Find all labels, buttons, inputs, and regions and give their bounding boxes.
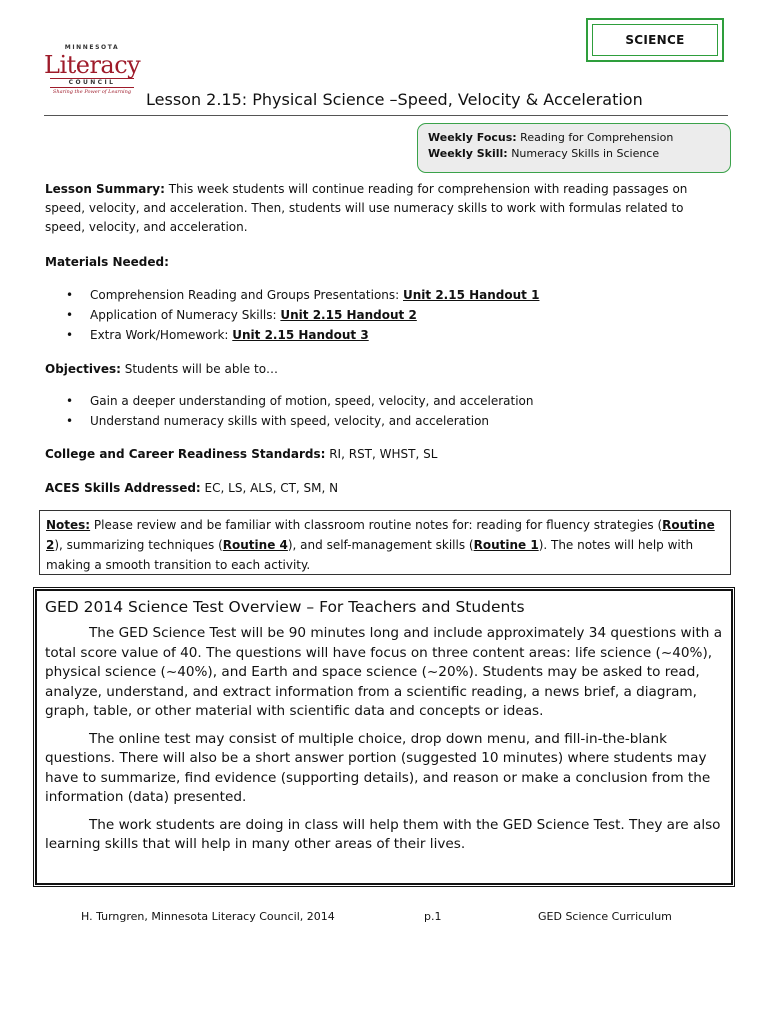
weekly-focus-box <box>417 123 731 173</box>
weekly-skill-row <box>428 146 720 162</box>
objectives-list <box>45 391 725 431</box>
weekly-focus-row <box>428 130 720 146</box>
standards-value: RI, RST, WHST, SL <box>325 447 438 461</box>
list-item: • Understand numeracy skills with speed, velocity, and acceleration <box>45 411 725 431</box>
standards-label: College and Career Readiness Standards: <box>45 447 326 461</box>
material-text: Comprehension Reading and Groups Presentations: <box>90 288 404 302</box>
subject-badge-label: SCIENCE <box>592 24 718 56</box>
lesson-summary-text: This week students will continue reading for comprehension with reading passages on speed, velocity, and acceleration. Then, students will use numeracy skills to work with formulas related to speed, velocity, and acceleration. <box>45 182 688 234</box>
ged-paragraph: The online test may consist of multiple choice, drop down menu, and fill-in-the-blank questions. There will also be a short answer portion (suggested 10 minutes) where students may have to summarize, find evidence (supporting details), and reason or make a conclusion from the information (data) presented. <box>45 730 711 805</box>
material-text: Extra Work/Homework: <box>90 328 233 342</box>
ged-overview-title: GED 2014 Science Test Overview – For Teachers and Students <box>45 598 525 616</box>
weekly-focus-label: Weekly Focus: <box>428 131 517 144</box>
materials-heading-label: Materials Needed: <box>45 255 169 269</box>
list-item: • Gain a deeper understanding of motion, speed, velocity, and acceleration <box>45 391 725 411</box>
logo-main-text: Literacy <box>44 51 141 79</box>
footer-author: H. Turngren, Minnesota Literacy Council, 2014 <box>81 910 335 923</box>
subject-badge <box>586 18 724 62</box>
notes-text: Please review and be familiar with classroom routine notes for: reading for fluency strategies ( <box>90 518 663 532</box>
title-divider <box>44 115 728 116</box>
aces-label: ACES Skills Addressed: <box>45 481 201 495</box>
lesson-title: Lesson 2.15: Physical Science –Speed, Velocity & Acceleration <box>146 90 643 109</box>
weekly-skill-label: Weekly Skill: <box>428 147 508 160</box>
readiness-standards <box>45 445 725 464</box>
list-item <box>45 325 725 345</box>
materials-list <box>45 285 725 345</box>
routine-4-link[interactable]: Routine 4 <box>222 538 288 552</box>
routine-2-link[interactable]: Routine 2 <box>46 518 715 552</box>
logo-top-text: MINNESOTA <box>64 44 120 51</box>
weekly-focus-value: Reading for Comprehension <box>520 131 674 144</box>
notes-text: ), summarizing techniques ( <box>54 538 223 552</box>
ged-paragraph: The work students are doing in class will help them with the GED Science Test. They are also learning skills that will help in many other areas of their lives. <box>45 816 721 852</box>
handout-1-link[interactable]: Unit 2.15 Handout 1 <box>403 288 540 302</box>
footer-curriculum: GED Science Curriculum <box>538 910 672 923</box>
ged-paragraph: The GED Science Test will be 90 minutes long and include approximately 34 questions with a total score value of 40. The questions will have focus on three content areas: life science (~40%), physical science (~40%), and Earth and space science (~20%). Students may be asked to read, analyze, understand, and extract information from a scientific reading, a news brief, a diagram, graph, table, or other material with scientific data and concepts or ideas. <box>45 625 723 719</box>
notes-text: ), and self-management skills ( <box>287 538 474 552</box>
routine-1-link[interactable]: Routine 1 <box>473 538 539 552</box>
footer-page-number: p.1 <box>424 910 442 923</box>
notes-box <box>39 510 731 575</box>
objectives <box>45 360 725 379</box>
minnesota-literacy-council-logo <box>44 44 140 110</box>
material-text: Application of Numeracy Skills: <box>90 308 281 322</box>
list-item <box>45 285 725 305</box>
objectives-label: Objectives: <box>45 362 121 376</box>
ged-overview-box <box>35 589 733 885</box>
aces-skills <box>45 479 725 498</box>
objectives-text: Students will be able to… <box>120 362 279 376</box>
handout-2-link[interactable]: Unit 2.15 Handout 2 <box>280 308 417 322</box>
weekly-skill-value: Numeracy Skills in Science <box>511 147 660 160</box>
notes-text: ). The notes will help with making a smooth transition to each activity. <box>46 538 694 572</box>
logo-tagline: Sharing the Power of Learning <box>52 89 132 95</box>
aces-value: EC, LS, ALS, CT, SM, N <box>200 481 339 495</box>
logo-bottom-text: COUNCIL <box>50 78 134 88</box>
handout-3-link[interactable]: Unit 2.15 Handout 3 <box>232 328 369 342</box>
notes-label: Notes: <box>46 518 91 532</box>
lesson-summary <box>45 180 725 237</box>
materials-heading <box>45 253 725 272</box>
lesson-summary-label: Lesson Summary: <box>45 182 165 196</box>
list-item <box>45 305 725 325</box>
